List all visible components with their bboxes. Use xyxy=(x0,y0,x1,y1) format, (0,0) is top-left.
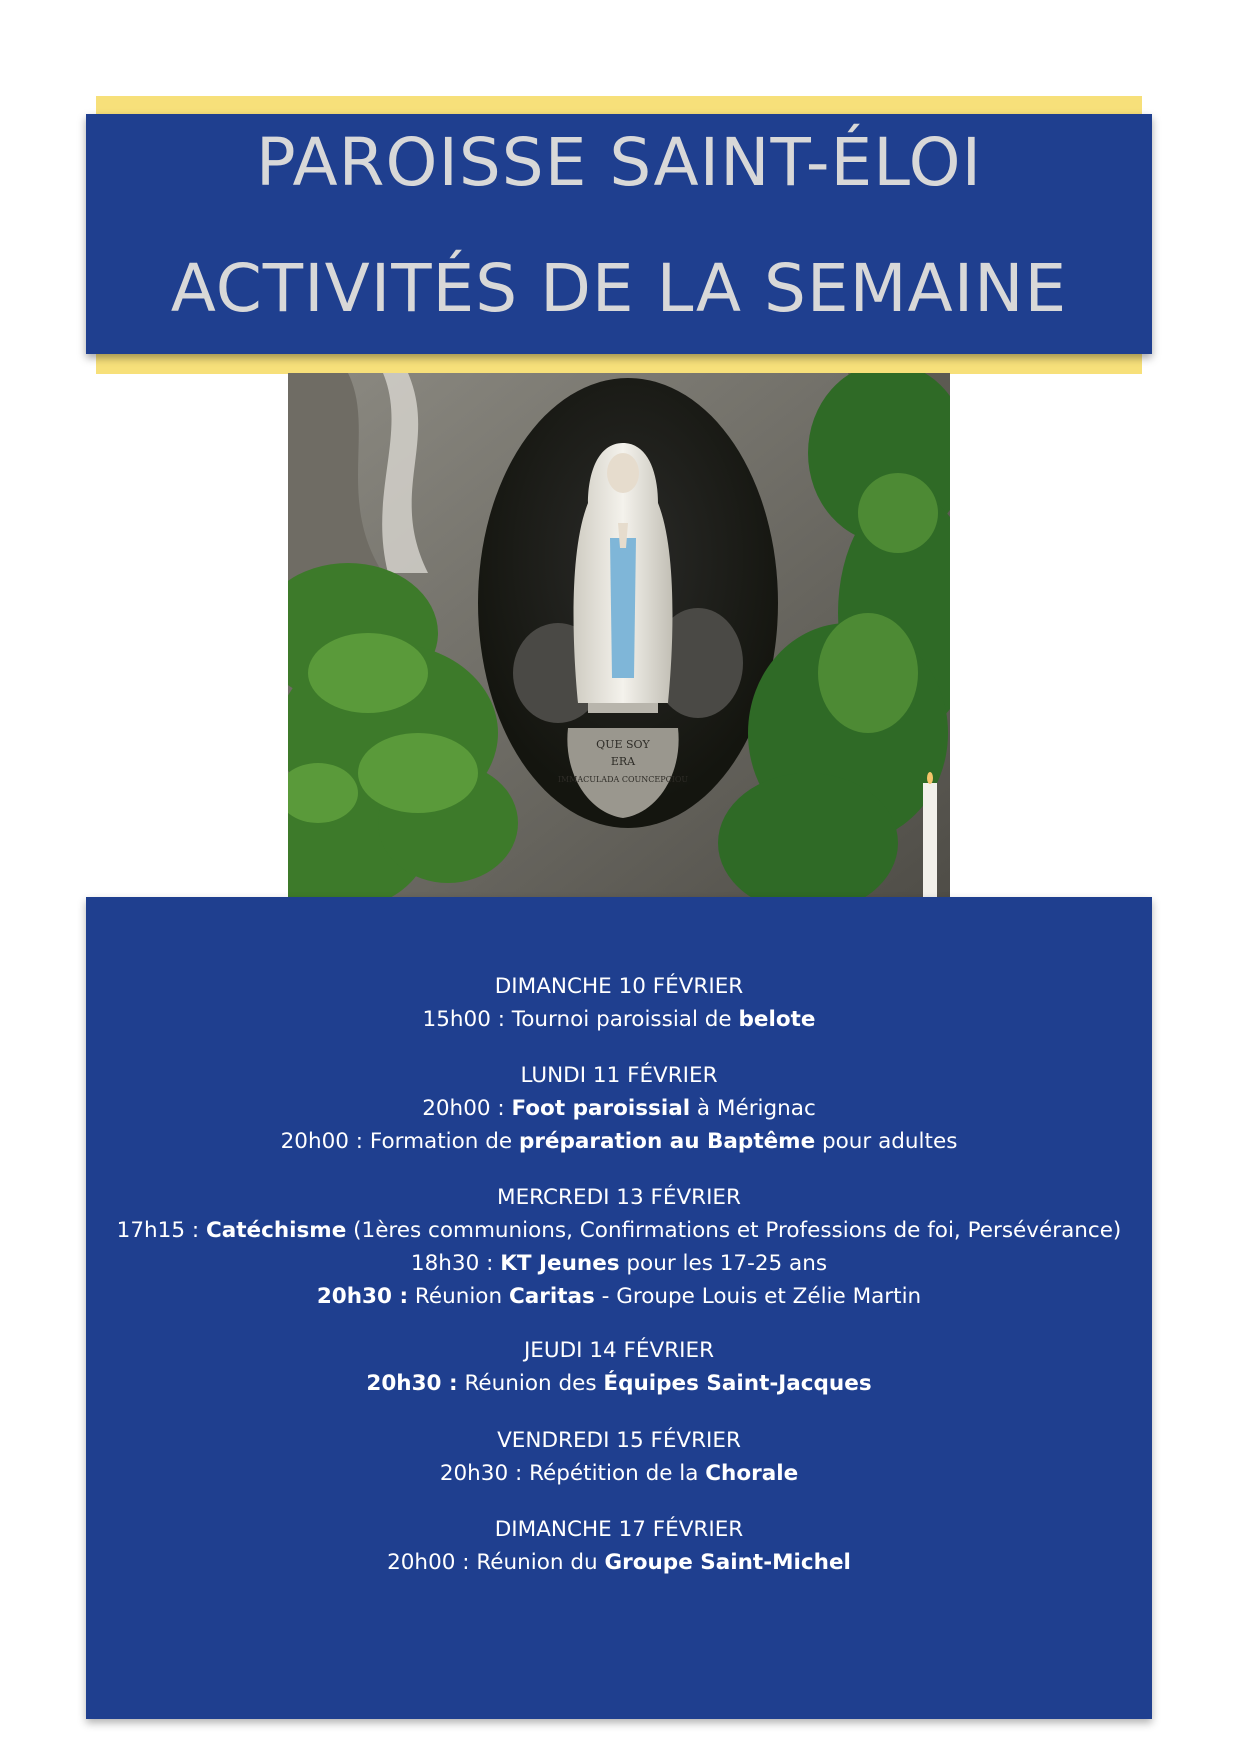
weekly-schedule xyxy=(86,897,1152,1719)
event-highlight: KT Jeunes xyxy=(500,1251,620,1276)
event-highlight: Caritas xyxy=(508,1284,595,1309)
event-text: pour les 17-25 ans xyxy=(619,1251,828,1276)
day-block xyxy=(86,1513,1152,1579)
event-line xyxy=(86,1247,1152,1280)
event-line xyxy=(86,1280,1152,1313)
event-highlight: Équipes Saint-Jacques xyxy=(603,1371,872,1396)
event-highlight: 20h30 : xyxy=(366,1371,458,1396)
day-block xyxy=(86,1334,1152,1400)
page-title: PAROISSE SAINT-ÉLOI xyxy=(255,124,983,201)
plaque-text-2: ERA xyxy=(610,755,636,768)
event-text: Réunion des xyxy=(457,1371,604,1396)
plaque-text-1: QUE SOY xyxy=(596,738,650,751)
day-block xyxy=(86,970,1152,1036)
event-line xyxy=(86,1092,1152,1125)
event-line xyxy=(86,1457,1152,1490)
event-text: 20h30 : Répétition de la xyxy=(439,1461,706,1486)
day-title: DIMANCHE 10 FÉVRIER xyxy=(494,974,744,999)
event-text: 20h00 : Formation de xyxy=(280,1129,519,1154)
day-title: DIMANCHE 17 FÉVRIER xyxy=(494,1517,744,1542)
event-text: Réunion xyxy=(408,1284,509,1309)
event-line xyxy=(86,1367,1152,1400)
event-text: 15h00 : Tournoi paroissial de xyxy=(422,1007,739,1032)
event-line xyxy=(86,1214,1152,1247)
day-block xyxy=(86,1424,1152,1490)
plaque-text-3: IMMACULADA COUNCEPCIOU xyxy=(557,775,689,784)
event-text: - Groupe Louis et Zélie Martin xyxy=(594,1284,922,1309)
event-highlight: Foot paroissial xyxy=(511,1096,691,1121)
day-block xyxy=(86,1181,1152,1313)
event-line xyxy=(86,1546,1152,1579)
event-text: 20h00 : Réunion du xyxy=(387,1550,605,1575)
event-text: 18h30 : xyxy=(410,1251,501,1276)
event-highlight: belote xyxy=(738,1007,816,1032)
event-text: (1ères communions, Confirmations et Professions de foi, Persévérance) xyxy=(346,1218,1122,1243)
event-highlight: Chorale xyxy=(705,1461,799,1486)
event-highlight: Groupe Saint-Michel xyxy=(604,1550,851,1575)
event-text: à Mérignac xyxy=(690,1096,816,1121)
header-banner xyxy=(86,114,1152,354)
day-title: VENDREDI 15 FÉVRIER xyxy=(497,1428,741,1453)
page-subtitle: ACTIVITÉS DE LA SEMAINE xyxy=(170,250,1068,327)
grotto-statue-photo xyxy=(288,373,950,897)
event-highlight: Catéchisme xyxy=(205,1218,347,1243)
event-text: 17h15 : xyxy=(116,1218,206,1243)
event-text: 20h00 : xyxy=(422,1096,512,1121)
event-text: pour adultes xyxy=(815,1129,958,1154)
day-block xyxy=(86,1059,1152,1158)
day-title: MERCREDI 13 FÉVRIER xyxy=(497,1185,741,1210)
event-line xyxy=(86,1125,1152,1158)
event-highlight: 20h30 : xyxy=(316,1284,409,1309)
event-highlight: préparation au Baptême xyxy=(518,1129,816,1154)
day-title: JEUDI 14 FÉVRIER xyxy=(523,1338,715,1363)
event-line xyxy=(86,1003,1152,1036)
day-title: LUNDI 11 FÉVRIER xyxy=(520,1063,718,1088)
